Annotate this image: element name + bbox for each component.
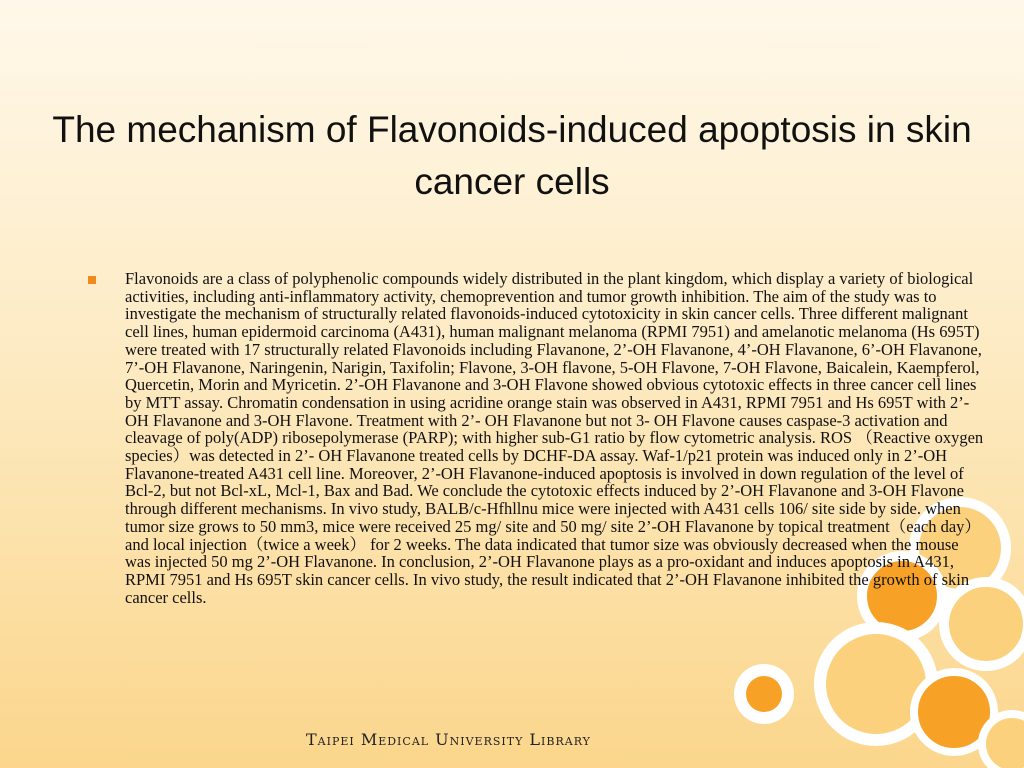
decorative-circle xyxy=(982,714,1024,768)
decorative-circle xyxy=(746,676,782,712)
slide-body-text: Flavonoids are a class of polyphenolic compounds widely distributed in the plant kingdom, which display a variety of biological activities, including anti-inflammatory activity, chemoprevention and tumor growth inhibition. The aim of the study was to investigate the mechanism of structurally related flavonoids-induced cytotoxicity in skin cancer cells. Three different malignant cell lines, human epidermoid carcinoma (A431), human malignant melanoma (RPMI 7951) and amelanotic melanoma (Hs 695T) were treated with 17 structurally related Flavonoids including Flavanone, 2’-OH Flavanone, 4’-OH Flavanone, 6’-OH Flavanone, 7’-OH Flavanone, Naringenin, Narigin, Taxifolin; Flavone, 3-OH flavone, 5-OH Flavone, 7-OH Flavone, Baicalein, Kaempferol, Quercetin, Morin and Myricetin. 2’-OH Flavanone and 3-OH Flavone showed obvious cytotoxic effects in three cancer cell lines by MTT assay. Chromatin condensation in using acridine orange stain was observed in A431, RPMI 7951 and Hs 695T with 2’-OH Flavanone and 3-OH Flavone. Treatment with 2’- OH Flavanone but not 3- OH Flavone causes caspase-3 activation and cleavage of poly(ADP) ribosepolymerase (PARP); with higher sub-G1 ratio by flow cytometric analysis. ROS （Reactive oxygen species）was detected in 2’- OH Flavanone treated cells by DCHF-DA assay. Waf-1/p21 protein was induced only in 2’-OH Flavanone-treated A431 cell line. Moreover, 2’-OH Flavanone-induced apoptosis is involved in down regulation of the level of Bcl-2, but not Bcl-xL, Mcl-1, Bax and Bad. We conclude the cytotoxic effects induced by 2’-OH Flavanone and 3-OH Flavone through different mechanisms. In vivo study, BALB/c-Hfhllnu mice were injected with A431 cells 106/ site side by side. when tumor size grows to 50 mm3, mice were received 25 mg/ site and 50 mg/ site 2’-OH Flavanone by topical treatment（each day） and local injection（twice a week） for 2 weeks. The data indicated that tumor size was obviously decreased when the mouse was injected 50 mg 2’-OH Flavanone. In conclusion, 2’-OH Flavanone plays as a pro-oxidant and induces apoptosis in A431, RPMI 7951 and Hs 695T skin cancer cells. In vivo study, the result indicated that 2’-OH Flavanone inhibited the growth of skin cancer cells. xyxy=(125,269,984,607)
slide-title: The mechanism of Flavonoids-induced apoptosis in skin cancer cells xyxy=(52,109,972,202)
footer-label: Taipei Medical University Library xyxy=(306,730,591,749)
